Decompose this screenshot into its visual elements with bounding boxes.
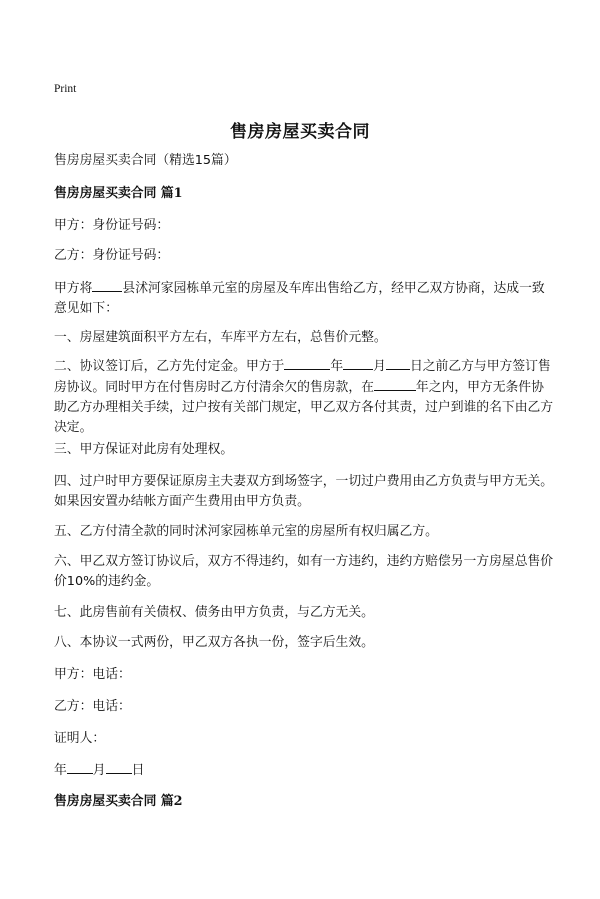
party-a-phone-line: 甲方：电话： (54, 667, 131, 682)
blank-line (284, 356, 330, 370)
section-1-heading: 售房房屋买卖合同 篇1 (54, 186, 183, 201)
intro-paragraph (54, 278, 554, 319)
date-year-label: 年 (54, 763, 67, 778)
clause-5: 五、乙方付清全款的同时沭河家园栋单元室的房屋所有权归属乙方。 (54, 524, 438, 539)
blank-line (374, 377, 416, 391)
clause-2-text-d: 日之前乙方与甲方签订售房协议。同时甲方在付售房时乙方付清余欠的售房款，在 (54, 359, 551, 395)
clause-1: 一、房屋建筑面积平方左右，车库平方左右，总售价元整。 (54, 330, 387, 345)
blank-line (106, 760, 132, 774)
blank-line (92, 278, 122, 292)
clause-3: 三、甲方保证对此房有处理权。 (54, 442, 234, 457)
date-line (54, 760, 554, 781)
clause-2-text-a: 二、协议签订后，乙方先付定金。甲方于 (54, 359, 285, 374)
clause-8: 八、本协议一式两份，甲乙双方各执一份，签字后生效。 (54, 635, 374, 650)
witness-line: 证明人： (54, 731, 106, 746)
clause-2-text-b: 年 (330, 359, 344, 374)
date-day-label: 日 (131, 763, 145, 778)
date-month-label: 月 (92, 763, 106, 778)
blank-line (343, 356, 373, 370)
intro-text-rest: 县沭河家园栋单元室的房屋及车库出售给乙方，经甲乙双方协商，达成一致意见如下： (54, 281, 545, 316)
clause-2 (54, 356, 554, 438)
party-b-phone-line: 乙方：电话： (54, 699, 131, 714)
blank-line (386, 356, 410, 370)
blank-line (67, 760, 93, 774)
section-2-heading: 售房房屋买卖合同 篇2 (54, 794, 183, 809)
party-b-id-line: 乙方：身份证号码： (54, 248, 170, 263)
party-a-id-line: 甲方：身份证号码： (54, 218, 170, 233)
clause-7: 七、此房售前有关债权、债务由甲方负责，与乙方无关。 (54, 605, 374, 620)
print-link[interactable]: Print (54, 83, 77, 95)
document-subtitle: 售房房屋买卖合同（精选15篇） (54, 153, 237, 168)
intro-text-start: 甲方将 (54, 281, 93, 296)
clause-6: 六、甲乙双方签订协议后，双方不得违约，如有一方违约，违约方赔偿另一方房屋总售价价10%的违约金。 (54, 554, 554, 589)
clause-4: 四、过户时甲方要保证原房主夫妻双方到场签字，一切过户费用由乙方负责与甲方无关。如果因安置办结帐方面产生费用由甲方负责。 (54, 474, 554, 509)
clause-2-text-c: 月 (373, 359, 386, 374)
clause-2-text-e: 年之内，甲方无条件协助乙方办理相关手续，过户按有关部门规定，甲乙双方各付其责，过户到谁的名下由乙方决定。 (54, 380, 554, 435)
document-title: 售房房屋买卖合同 (230, 122, 370, 142)
